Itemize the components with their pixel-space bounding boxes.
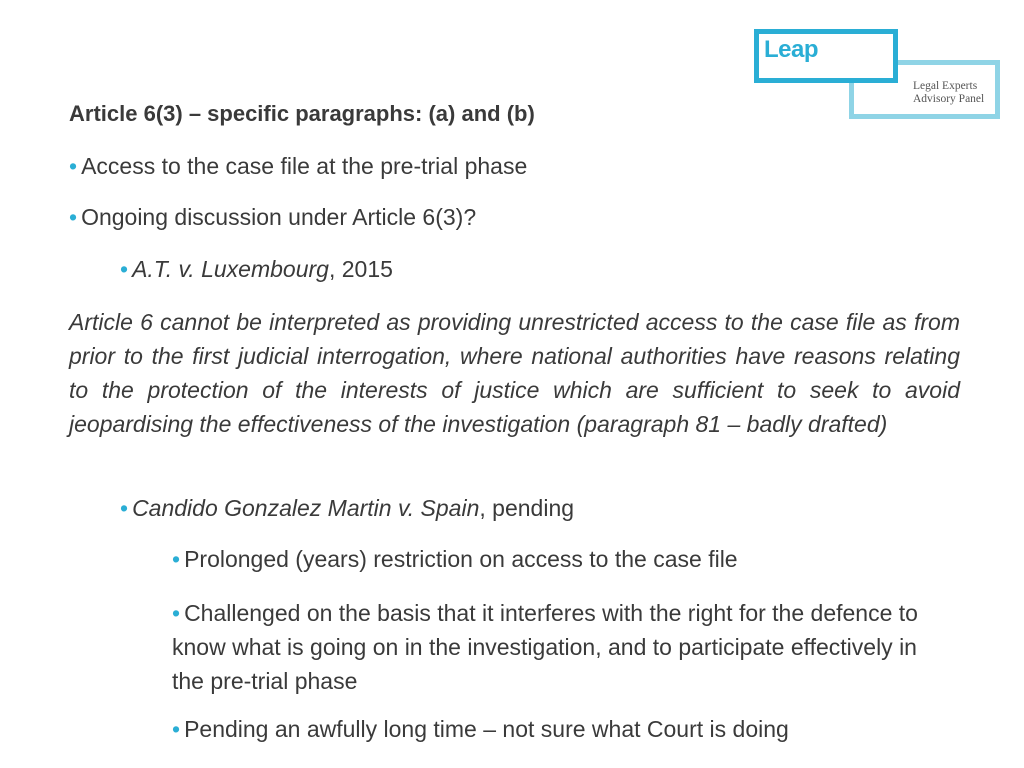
bullet-icon: • — [172, 600, 181, 626]
bullet-icon: • — [120, 495, 129, 521]
leap-logo — [754, 29, 1000, 119]
case-name: A.T. v. Luxembourg — [132, 256, 329, 282]
logo-subtitle-line2: Advisory Panel — [913, 93, 985, 105]
logo-subtitle-line1: Legal Experts — [913, 80, 978, 92]
sub-bullet-item — [172, 546, 738, 573]
bullet-icon: • — [69, 204, 78, 230]
sub-bullet-item — [172, 716, 789, 743]
case-quote: Article 6 cannot be interpreted as providing unrestricted access to the case file as from prior to the first judicial interrogation, where national authorities have reasons relating to the protection of the interests of justice which are sufficient to seek to avoid jeopardising the effectiveness of the investigation (paragraph 81 – badly drafted) — [69, 309, 960, 437]
bullet-text: Prolonged (years) restriction on access to the case file — [184, 546, 738, 572]
case-name: Candido Gonzalez Martin v. Spain — [132, 495, 480, 521]
bullet-text: Ongoing discussion under Article 6(3)? — [81, 204, 477, 230]
bullet-icon: • — [120, 256, 129, 282]
bullet-icon: • — [69, 153, 78, 179]
logo-subtitle — [913, 80, 984, 106]
slide-heading: Article 6(3) – specific paragraphs: (a) and (b) — [69, 101, 535, 126]
sub-bullet-item — [172, 596, 932, 698]
case-item — [120, 256, 393, 283]
case-item — [120, 495, 574, 522]
bullet-text: Challenged on the basis that it interferes with the right for the defence to know what is going on in the investigation, and to participate effectively in the pre-trial phase — [172, 600, 918, 694]
logo-wordmark: Leap — [764, 36, 819, 63]
bullet-icon: • — [172, 546, 181, 572]
case-suffix: , pending — [479, 495, 575, 521]
bullet-item — [69, 204, 476, 231]
bullet-icon: • — [172, 716, 181, 742]
bullet-item — [69, 153, 527, 180]
case-suffix: , 2015 — [328, 256, 393, 282]
bullet-text: Access to the case file at the pre-trial phase — [81, 153, 528, 179]
bullet-text: Pending an awfully long time – not sure what Court is doing — [184, 716, 789, 742]
